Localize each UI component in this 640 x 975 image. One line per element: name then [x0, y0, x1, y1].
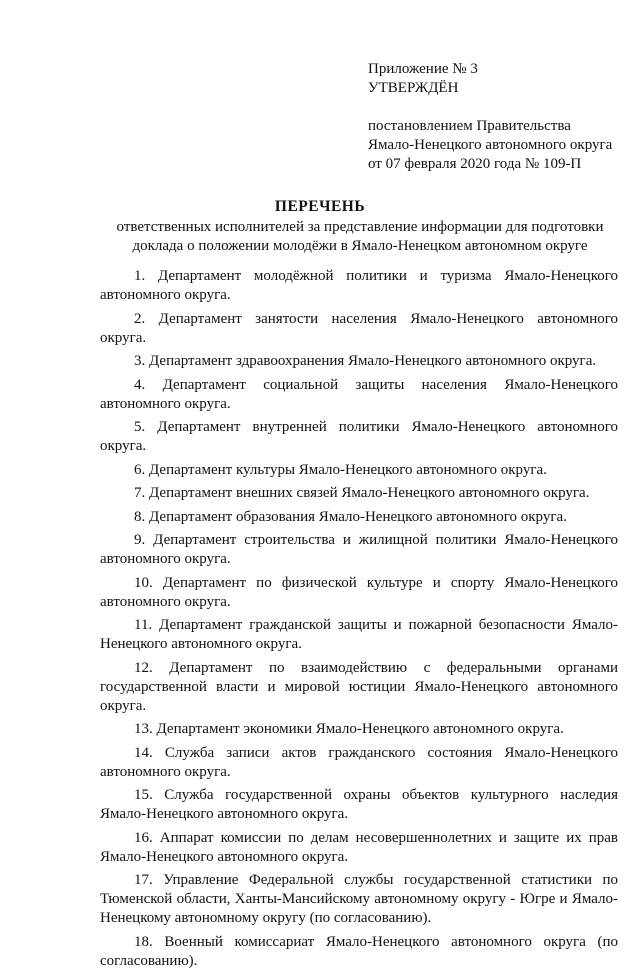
executors-list	[100, 267, 618, 975]
subtitle-line: ответственных исполнителей за представление информации для подготовки	[116, 219, 604, 235]
resolution-date: от 07 февраля 2020 года № 109-П	[368, 156, 582, 172]
spacer	[368, 98, 618, 117]
approved-stamp: УТВЕРЖДЁН	[368, 80, 459, 96]
list-item: 16. Аппарат комиссии по делам несовершеннолетних и защите их прав Ямало-Ненецкого автономного округа.	[100, 829, 618, 865]
list-item: 10. Департамент по физической культуре и спорту Ямало-Ненецкого автономного округа.	[100, 574, 618, 610]
list-item: 14. Служба записи актов гражданского состояния Ямало-Ненецкого автономного округа.	[100, 744, 618, 780]
list-item: 18. Военный комиссариат Ямало-Ненецкого автономного округа (по согласованию).	[100, 933, 618, 969]
document-subtitle	[100, 218, 620, 256]
list-item: 11. Департамент гражданской защиты и пожарной безопасности Ямало-Ненецкого автономного округа.	[100, 617, 618, 652]
list-item: 9. Департамент строительства и жилищной политики Ямало-Ненецкого автономного округа.	[100, 532, 618, 567]
list-item: 13. Департамент экономики Ямало-Ненецкого автономного округа.	[134, 721, 564, 737]
resolution-line: постановлением Правительства	[368, 118, 571, 134]
approval-block	[368, 60, 618, 174]
appendix-number: Приложение № 3	[368, 61, 478, 77]
list-item: 8. Департамент образования Ямало-Ненецкого автономного округа.	[134, 508, 567, 525]
list-item: 12. Департамент по взаимодействию с федеральными органами государственной власти и мировой юстиции Ямало-Ненецкого автономного округа.	[100, 659, 618, 714]
list-item: 3. Департамент здравоохранения Ямало-Ненецкого автономного округа.	[134, 353, 597, 369]
list-item: 5. Департамент внутренней политики Ямало-Ненецкого автономного округа.	[100, 419, 618, 454]
list-item: 6. Департамент культуры Ямало-Ненецкого автономного округа.	[134, 461, 547, 478]
list-item: 7. Департамент внешних связей Ямало-Ненецкого автономного округа.	[134, 485, 590, 501]
document-title: ПЕРЕЧЕНЬ	[274, 198, 366, 215]
list-item: 15. Служба государственной охраны объектов культурного наследия Ямало-Ненецкого автономного округа.	[100, 787, 618, 822]
list-item: 2. Департамент занятости населения Ямало-Ненецкого автономного округа.	[100, 310, 618, 346]
list-item: 4. Департамент социальной защиты населения Ямало-Ненецкого автономного округа.	[100, 376, 618, 412]
subtitle-line: доклада о положении молодёжи в Ямало-Ненецком автономном округе	[132, 238, 588, 254]
list-item: 17. Управление Федеральной службы государственной статистики по Тюменской области, Ханты-Мансийскому автономному округу - Югре и Ямало-Ненецкому автономному округу (по согласованию).	[100, 872, 618, 926]
government-line: Ямало-Ненецкого автономного округа	[368, 137, 613, 153]
list-item: 1. Департамент молодёжной политики и туризма Ямало-Ненецкого автономного округа.	[100, 268, 618, 303]
